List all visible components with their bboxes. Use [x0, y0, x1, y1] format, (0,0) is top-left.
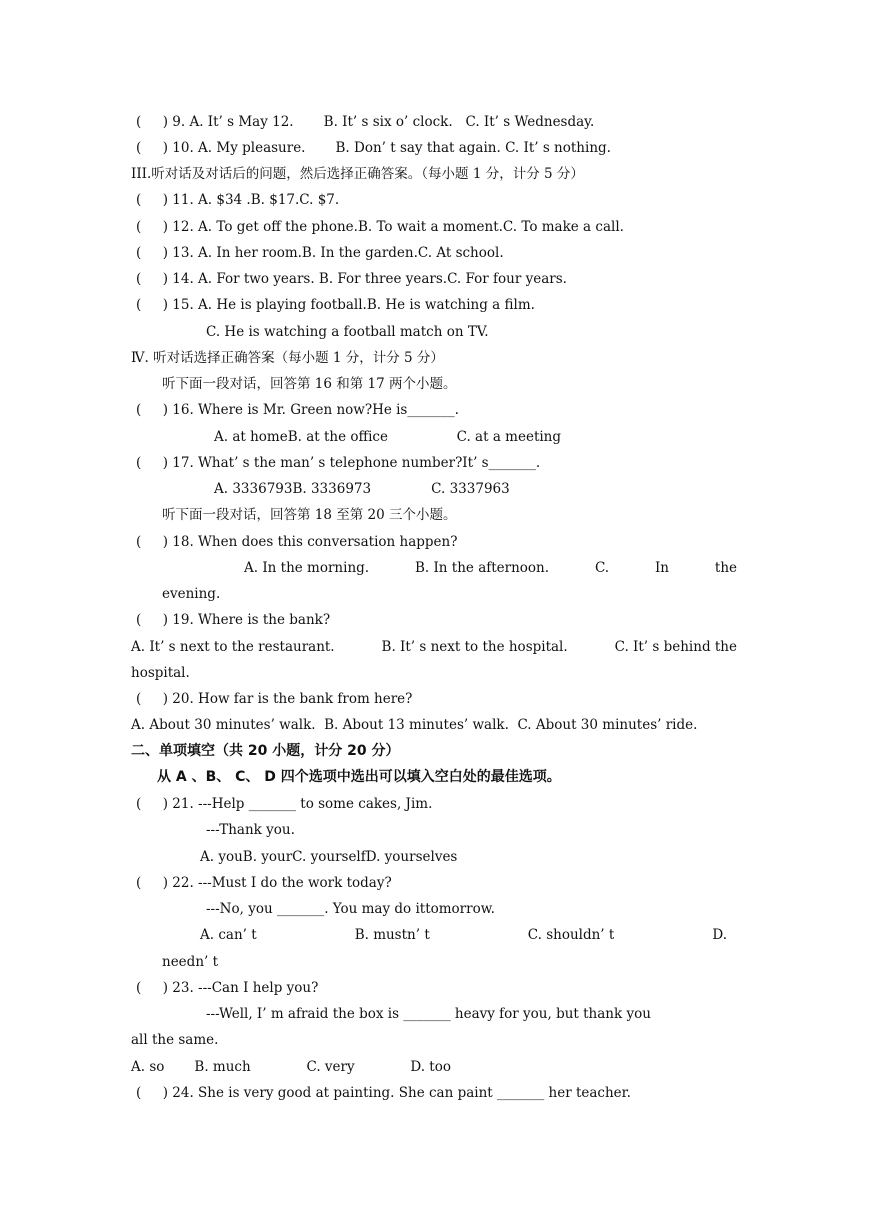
question-20: ( ) 20. How far is the bank from here?: [136, 691, 413, 707]
question-19: ( ) 19. Where is the bank?: [136, 612, 331, 628]
question-17: ( ) 17. What’ s the man’ s telephone number?It’ s_______.: [136, 455, 541, 471]
section-iii-heading: III.听对话及对话后的问题，然后选择正确答案。（每小题 1 分，计分 5 分）: [131, 166, 584, 182]
question-22-reply: ---No, you _______. You may do ittomorrow.: [206, 901, 495, 917]
question-20-options: A. About 30 minutes’ walk. B. About 13 minutes’ walk. C. About 30 minutes’ ride.: [131, 717, 698, 733]
question-22-options: A. can’ t B. mustn’ t C. shouldn’ t D.: [200, 927, 727, 943]
question-13: ( ) 13. A. In her room.B. In the garden.C. At school.: [136, 245, 504, 261]
question-18-wrap: evening.: [162, 586, 221, 602]
question-23-options: A. so B. much C. very D. too: [131, 1059, 451, 1075]
question-16: ( ) 16. Where is Mr. Green now?He is_______.: [136, 402, 459, 418]
question-10: ( ) 10. A. My pleasure. B. Don’ t say that again. C. It’ s nothing.: [136, 140, 611, 156]
question-11: ( ) 11. A. $34 .B. $17.C. $7.: [136, 192, 340, 208]
question-15: ( ) 15. A. He is playing football.B. He is watching a film.: [136, 297, 535, 313]
part-two-heading: 二、单项填空（共 20 小题，计分 20 分）: [131, 743, 400, 759]
question-21-options: A. youB. yourC. yourselfD. yourselves: [200, 849, 458, 865]
question-17-options: A. 3336793B. 3336973 C. 3337963: [214, 481, 510, 497]
question-14: ( ) 14. A. For two years. B. For three years.C. For four years.: [136, 271, 567, 287]
question-21: ( ) 21. ---Help _______ to some cakes, Jim.: [136, 796, 433, 812]
question-19-wrap: hospital.: [131, 665, 190, 681]
question-22: ( ) 22. ---Must I do the work today?: [136, 875, 392, 891]
question-24: ( ) 24. She is very good at painting. She can paint _______ her teacher.: [136, 1085, 631, 1101]
question-18-options: A. In the morning. B. In the afternoon. C. In the: [244, 560, 737, 576]
question-23-reply: ---Well, I’ m afraid the box is _______ heavy for you, but thank you: [206, 1006, 651, 1022]
question-22-wrap: needn’ t: [162, 954, 219, 970]
dialogue-instruction-16-17: 听下面一段对话，回答第 16 和第 17 两个小题。: [162, 376, 457, 392]
part-two-instruction: 从 A 、B、 C、 D 四个选项中选出可以填入空白处的最佳选项。: [157, 769, 561, 785]
question-23: ( ) 23. ---Can I help you?: [136, 980, 319, 996]
question-12: ( ) 12. A. To get off the phone.B. To wait a moment.C. To make a call.: [136, 219, 624, 235]
question-9: ( ) 9. A. It’ s May 12. B. It’ s six o’ clock. C. It’ s Wednesday.: [136, 114, 595, 130]
question-18: ( ) 18. When does this conversation happen?: [136, 534, 458, 550]
question-15-option-c: C. He is watching a football match on TV.: [206, 324, 489, 340]
question-21-reply: ---Thank you.: [206, 822, 295, 838]
question-19-options: A. It’ s next to the restaurant. B. It’ s next to the hospital. C. It’ s behind the: [131, 639, 737, 655]
question-23-wrap: all the same.: [131, 1032, 219, 1048]
dialogue-instruction-18-20: 听下面一段对话，回答第 18 至第 20 三个小题。: [162, 507, 457, 523]
section-iv-heading: Ⅳ. 听对话选择正确答案（每小题 1 分，计分 5 分）: [131, 350, 444, 366]
question-16-options: A. at homeB. at the office C. at a meeting: [214, 429, 562, 445]
